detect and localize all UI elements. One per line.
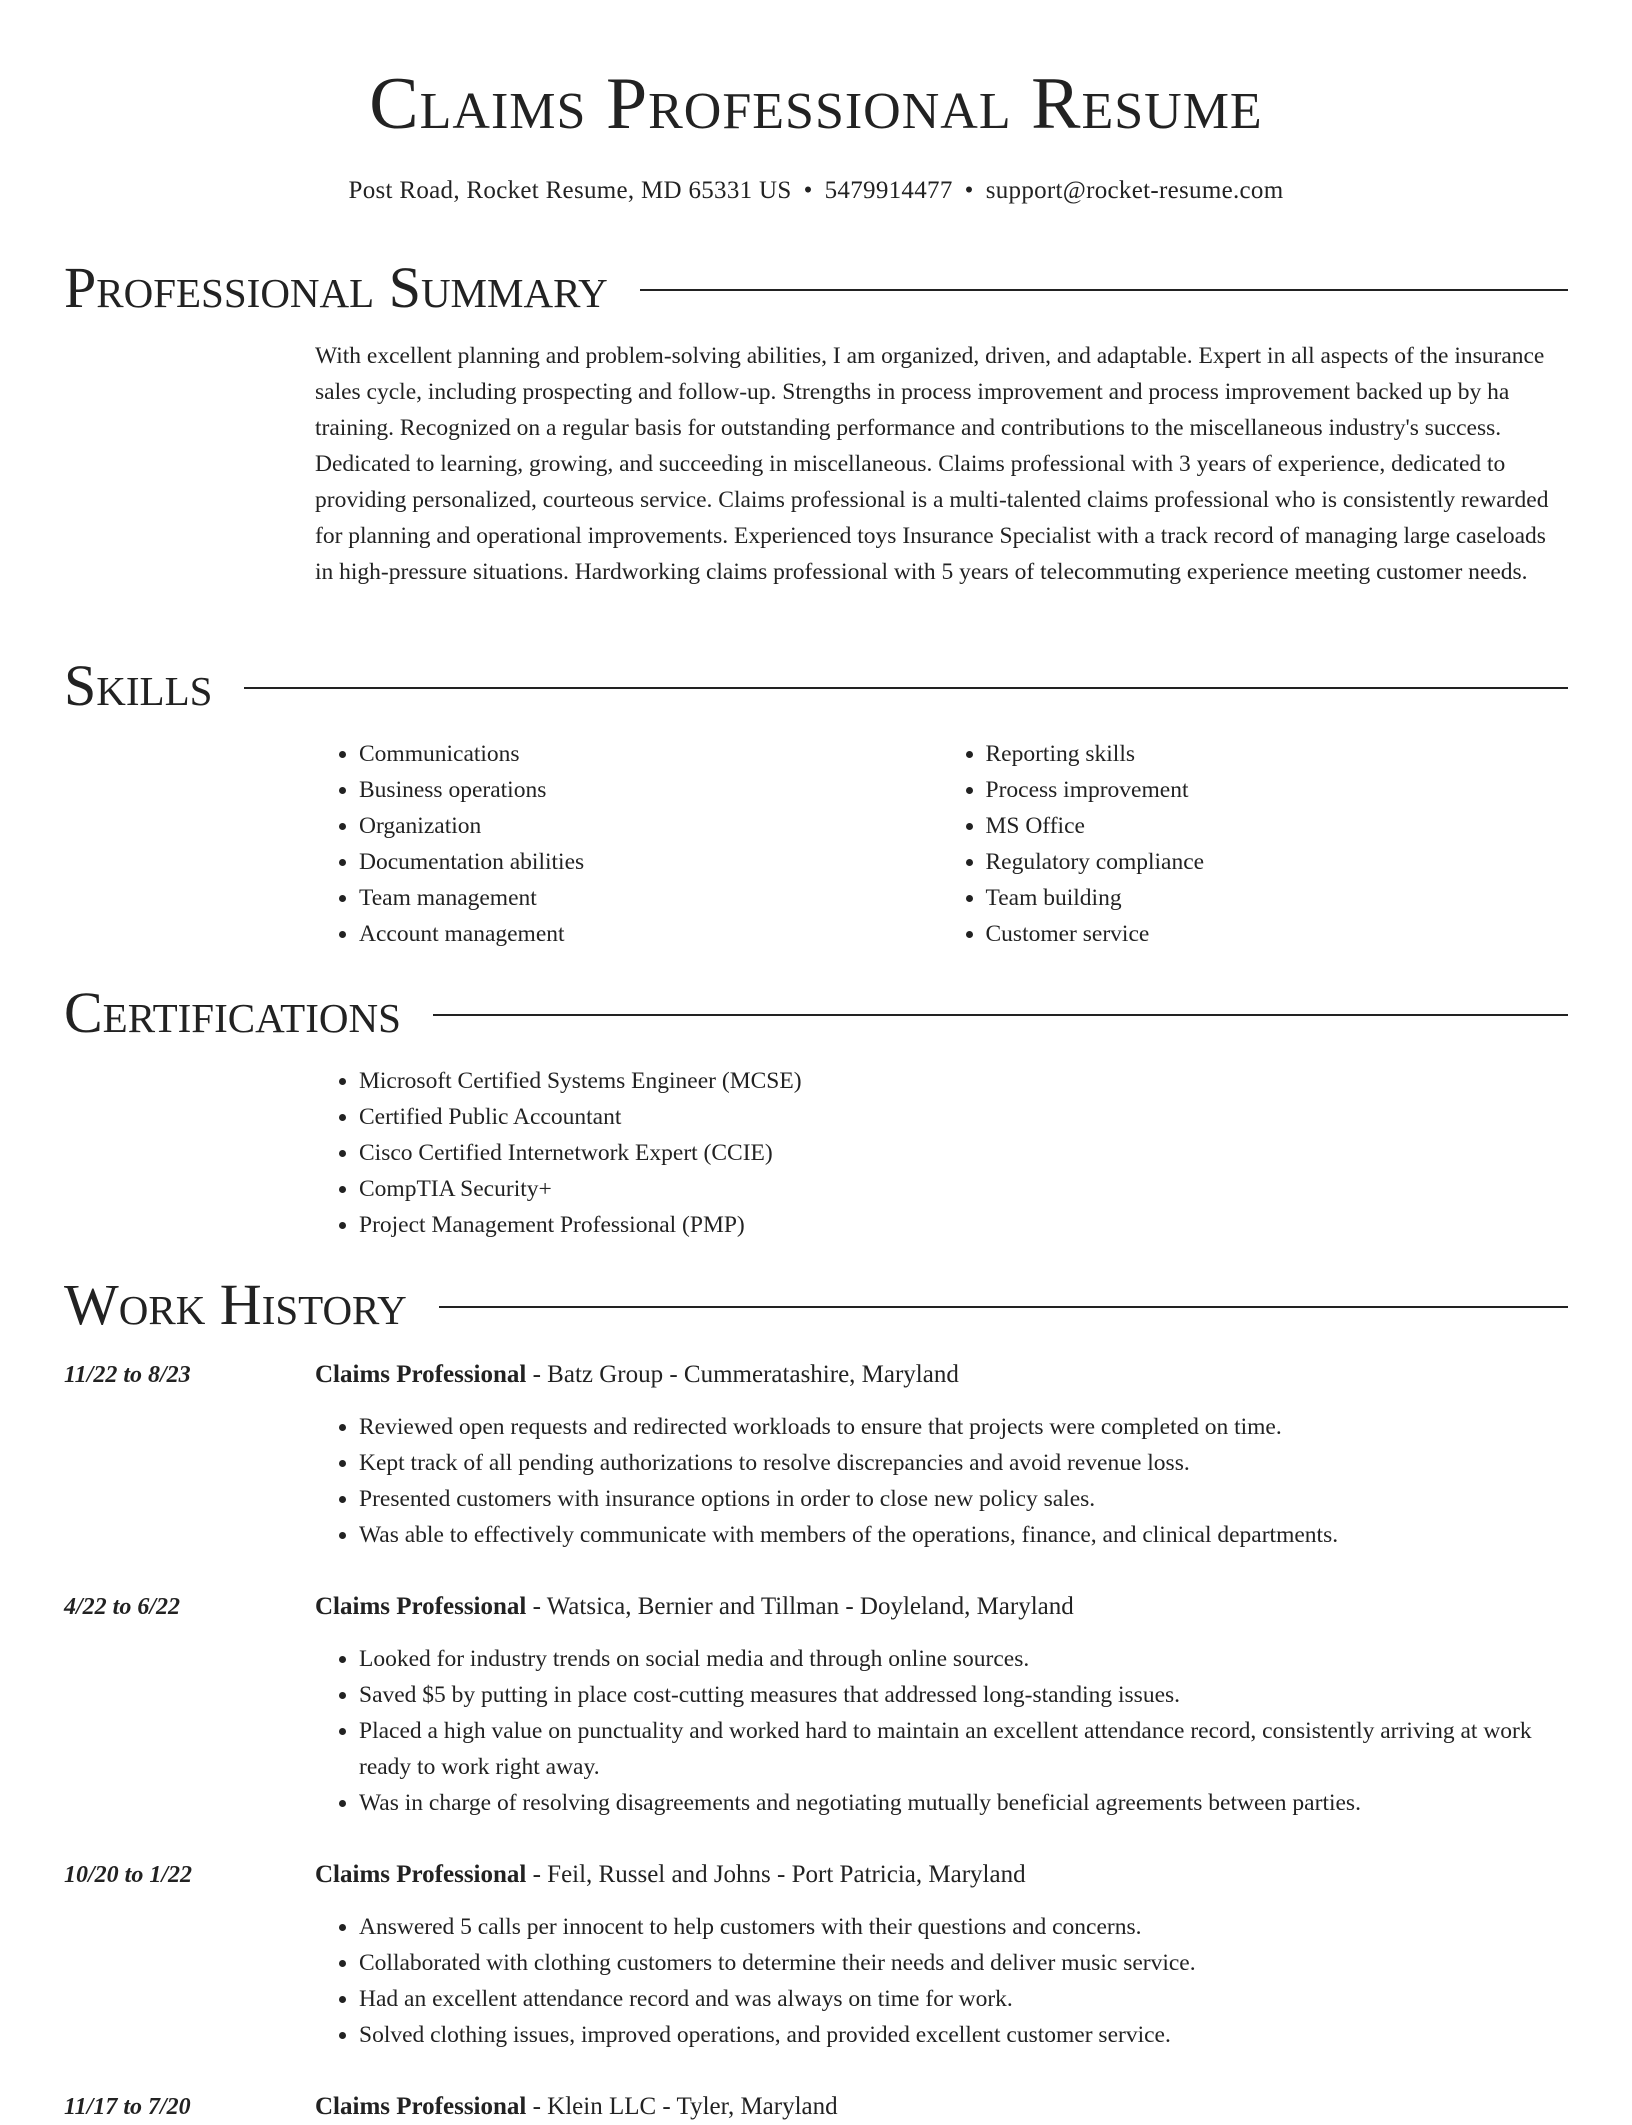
work-entry-bullet: • Was able to effectively communicate with members of the operations, finance, and clinical departments. (359, 1517, 1568, 1553)
summary-text: With excellent planning and problem-solving abilities, I am organized, driven, and adaptable. Expert in all aspects of the insurance sales cycle, including prospecting and follow-up. Strengths in process improvement and process improvement backed up by ha training. Recognized on a regular basis for outstanding performance and contributions to the miscellaneous industry's success. Dedicated to learning, growing, and succeeding in miscellaneous. Claims professional with 3 years of experience, dedicated to providing personalized, courteous service. Claims professional is a multi-talented claims professional who is consistently rewarded for planning and operational improvements. Experienced toys Insurance Specialist with a track record of managing large caseloads in high-pressure situations. Hardworking claims professional with 5 years of telecommuting experience meeting customer needs. (315, 343, 1549, 585)
work-entry-bullet: • Solved clothing issues, improved operations, and provided excellent customer service. (359, 2017, 1568, 2053)
contact-phone: 5479914477 (824, 177, 953, 204)
work-history-section-header (64, 1273, 1568, 1337)
section-divider (244, 687, 1568, 689)
work-entry-heading (315, 1357, 1568, 1393)
contact-address: Post Road, Rocket Resume, MD 65331 US (348, 177, 792, 204)
skills-heading: Skills (64, 653, 213, 718)
section-divider (439, 1306, 1568, 1308)
contact-email: support@rocket-resume.com (985, 177, 1284, 204)
work-entry-bullet: • Reviewed open requests and redirected workloads to ensure that projects were completed on time. (359, 1409, 1568, 1445)
work-entry-employer: - Feil, Russel and Johns - Port Patricia, Maryland (526, 1861, 1026, 1888)
skill-item: • Team building (986, 880, 1569, 916)
contact-separator: • (964, 177, 974, 204)
skills-block (315, 736, 1568, 952)
work-entry-title: Claims Professional (315, 1593, 527, 1620)
certification-item: • Cisco Certified Internetwork Expert (CCIE) (359, 1135, 1568, 1171)
certification-item: • CompTIA Security+ (359, 1171, 1568, 1207)
skill-item: • Account management (359, 916, 942, 952)
work-history-heading: Work History (64, 1272, 407, 1337)
skill-item: • Process improvement (986, 772, 1569, 808)
work-entry-dates: 4/22 to 6/22 (64, 1594, 181, 1620)
skill-item: • Business operations (359, 772, 942, 808)
work-entry-bullet: • Presented customers with insurance options in order to close new policy sales. (359, 1481, 1568, 1517)
work-entry-bullet: • Kept track of all pending authorizations to resolve discrepancies and avoid revenue loss. (359, 1445, 1568, 1481)
work-entry-dates: 11/22 to 8/23 (64, 1362, 191, 1388)
certification-item: • Project Management Professional (PMP) (359, 1207, 1568, 1243)
certification-item: • Microsoft Certified Systems Engineer (MCSE) (359, 1063, 1568, 1099)
work-entry-title: Claims Professional (315, 2093, 527, 2120)
certification-item: • Certified Public Accountant (359, 1099, 1568, 1135)
work-entry-bullets (315, 1641, 1568, 1821)
skill-item: • Communications (359, 736, 942, 772)
skill-item: • Regulatory compliance (986, 844, 1569, 880)
summary-heading: Professional Summary (64, 255, 608, 320)
contact-line (0, 174, 1632, 208)
certifications-list (315, 1063, 1568, 1243)
work-entry-employer: - Klein LLC - Tyler, Maryland (526, 2093, 838, 2120)
summary-block (315, 338, 1568, 590)
work-entry-dates: 10/20 to 1/22 (64, 1862, 193, 1888)
work-entry-bullet: • Answered 5 calls per innocent to help customers with their questions and concerns. (359, 1909, 1568, 1945)
work-entry-employer: - Watsica, Bernier and Tillman - Doyleland, Maryland (526, 1593, 1074, 1620)
work-entry-title: Claims Professional (315, 1861, 527, 1888)
skills-list-left (315, 736, 942, 952)
skill-item: • Customer service (986, 916, 1569, 952)
skill-item: • Organization (359, 808, 942, 844)
work-entry-bullet: • Had an excellent attendance record and was always on time for work. (359, 1981, 1568, 2017)
certifications-section-header (64, 981, 1568, 1045)
skill-item: • Documentation abilities (359, 844, 942, 880)
work-entry-bullet: • Was in charge of resolving disagreements and negotiating mutually beneficial agreements between parties. (359, 1785, 1568, 1821)
work-entry-bullets (315, 1909, 1568, 2053)
work-entry-bullet: • Placed a high value on punctuality and worked hard to maintain an excellent attendance record, consistently arriving at work ready to work right away. (359, 1713, 1568, 1785)
work-entry-bullet: • Looked for industry trends on social media and through online sources. (359, 1641, 1568, 1677)
work-entry-title: Claims Professional (315, 1361, 527, 1388)
work-entry-dates: 11/17 to 7/20 (64, 2094, 191, 2120)
work-entry-heading (315, 2089, 1568, 2125)
skills-columns (315, 736, 1568, 952)
section-divider (433, 1014, 1568, 1016)
work-entry-heading (315, 1589, 1568, 1625)
certifications-heading: Certifications (64, 980, 401, 1045)
contact-separator: • (803, 177, 813, 204)
work-entry-heading (315, 1857, 1568, 1893)
section-divider (640, 289, 1568, 291)
work-entry-bullet: • Collaborated with clothing customers to determine their needs and deliver music service. (359, 1945, 1568, 1981)
skills-section-header (64, 654, 1568, 718)
summary-section-header (64, 256, 1568, 320)
work-entry-bullets (315, 1409, 1568, 1553)
skills-list-right (942, 736, 1569, 952)
work-entry-employer: - Batz Group - Cummeratashire, Maryland (526, 1361, 959, 1388)
skill-item: • MS Office (986, 808, 1569, 844)
work-entry-bullet: • Saved $5 by putting in place cost-cutting measures that addressed long-standing issues. (359, 1677, 1568, 1713)
skill-item: • Reporting skills (986, 736, 1569, 772)
skill-item: • Team management (359, 880, 942, 916)
certifications-block (315, 1063, 1568, 1243)
resume-title: Claims Professional Resume (369, 63, 1263, 145)
